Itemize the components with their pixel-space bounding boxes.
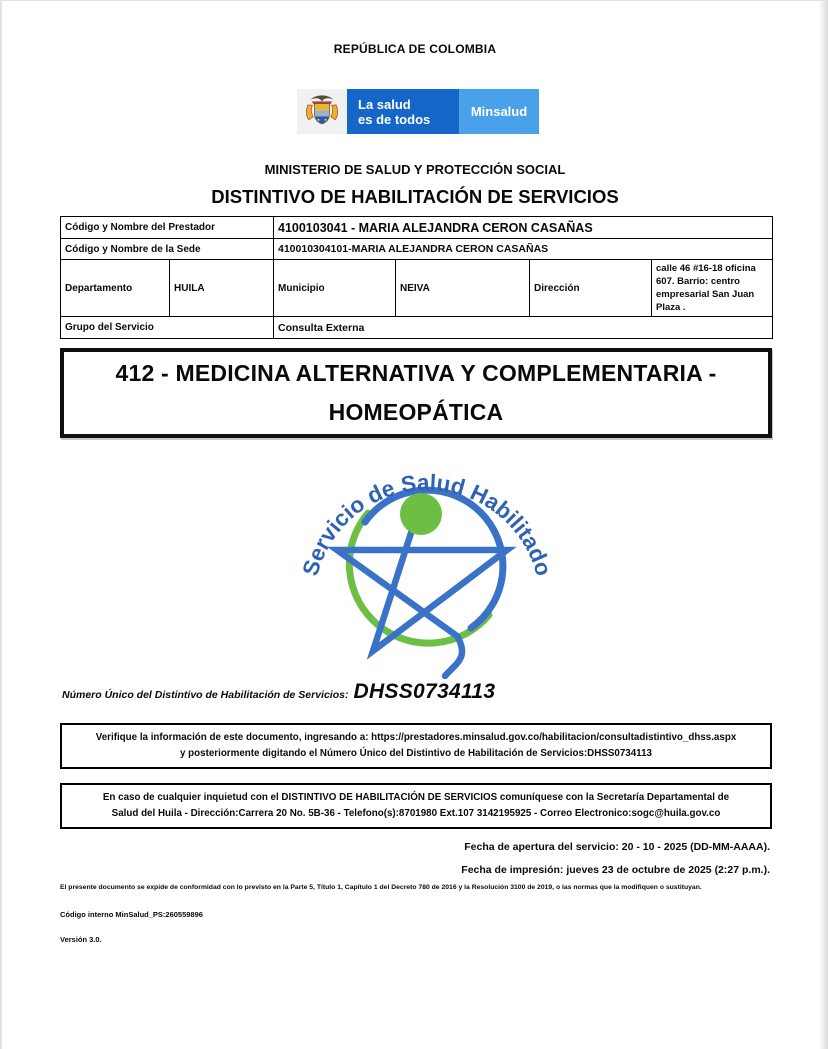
contact-line2: Salud del Huila - Dirección:Carrera 20 No. 5B-36 - Telefono(s):8701980 Ext.107 3142195925 - Correo Electronico:sogc@huila.gov.co xyxy=(111,808,721,819)
municipio-label-cell: Municipio xyxy=(274,260,396,317)
page-edge-shadow xyxy=(819,1,828,1049)
prestador-value-cell: 4100103041 - MARIA ALEJANDRA CERON CASAÑAS xyxy=(274,217,773,239)
opening-date: Fecha de apertura del servicio: 20 - 10 - 2025 (DD-MM-AAAA). xyxy=(464,841,770,853)
seal-head xyxy=(400,493,442,535)
minsalud-logo xyxy=(297,89,539,134)
grupo-label-cell: Grupo del Servicio xyxy=(61,317,274,339)
slogan-line1: La salud xyxy=(358,96,411,112)
sede-value-cell: 410010304101-MARIA ALEJANDRA CERON CASAÑAS xyxy=(274,239,773,260)
verification-line2: y posteriormente digitando el Número Único del Distintivo de Habilitación de Servicios:DHSS0734113 xyxy=(179,748,652,759)
municipio-value-cell: NEIVA xyxy=(396,260,530,317)
slogan-line2: es de todos xyxy=(358,111,431,127)
version-label: Versión 3.0. xyxy=(60,935,102,944)
direccion-value-cell: calle 46 #16-18 oficina 607. Barrio: centro empresarial San Juan Plaza . xyxy=(652,260,773,317)
provider-info-table xyxy=(60,216,773,339)
verification-box xyxy=(60,723,772,769)
minsalud-wordmark: Minsalud xyxy=(459,89,539,134)
minsalud-slogan xyxy=(347,89,459,134)
dhss-value: DHSS0734113 xyxy=(353,680,496,703)
print-date: Fecha de impresión: jueves 23 de octubre de 2025 (2:27 p.m.). xyxy=(461,864,770,876)
ministry-title: MINISTERIO DE SALUD Y PROTECCIÓN SOCIAL xyxy=(264,162,566,177)
verification-line1: Verifique la información de este documento, ingresando a: https://prestadores.minsalud.gov.co/habilitacion/consultadistintivo_dhss.aspx xyxy=(95,732,737,743)
contact-line1: En caso de cualquier inquietud con el DISTINTIVO DE HABILITACIÓN DE SERVICIOS comuníquese con la Secretaría Departamental de xyxy=(102,792,730,803)
grupo-value-cell: Consulta Externa xyxy=(274,317,773,339)
sede-label-cell: Código y Nombre de la Sede xyxy=(61,239,274,260)
direccion-label-cell: Dirección xyxy=(530,260,652,317)
habilitado-seal xyxy=(285,444,570,684)
service-title-box xyxy=(60,348,772,438)
service-title-line2: HOMEOPÁTICA xyxy=(328,399,504,425)
departamento-value-cell: HUILA xyxy=(170,260,274,317)
legal-note: El presente documento se expide de conformidad con lo previsto en la Parte 5, Título 1, Capítulo 1 del Decreto 780 de 2016 y la Resolución 3100 de 2019, o las normas que la modifiquen o sustituyan. xyxy=(60,884,702,891)
coat-of-arms-icon xyxy=(297,89,347,134)
dhss-number-line xyxy=(62,680,495,704)
internal-code: Código interno MinSalud_PS:260559896 xyxy=(60,910,203,919)
republic-title: REPÚBLICA DE COLOMBIA xyxy=(333,42,497,56)
contact-box xyxy=(60,783,772,829)
service-title-line1: 412 - MEDICINA ALTERNATIVA Y COMPLEMENTARIA - xyxy=(115,360,717,386)
prestador-label-cell: Código y Nombre del Prestador xyxy=(61,217,274,239)
seal-arc-text: Servicio de Salud Habilitado xyxy=(297,469,557,579)
dhss-label: Número Único del Distintivo de Habilitación de Servicios: xyxy=(62,689,349,701)
document-title: DISTINTIVO DE HABILITACIÓN DE SERVICIOS xyxy=(211,186,619,207)
departamento-label-cell: Departamento xyxy=(61,260,170,317)
habilitado-seal-icon xyxy=(285,444,570,679)
